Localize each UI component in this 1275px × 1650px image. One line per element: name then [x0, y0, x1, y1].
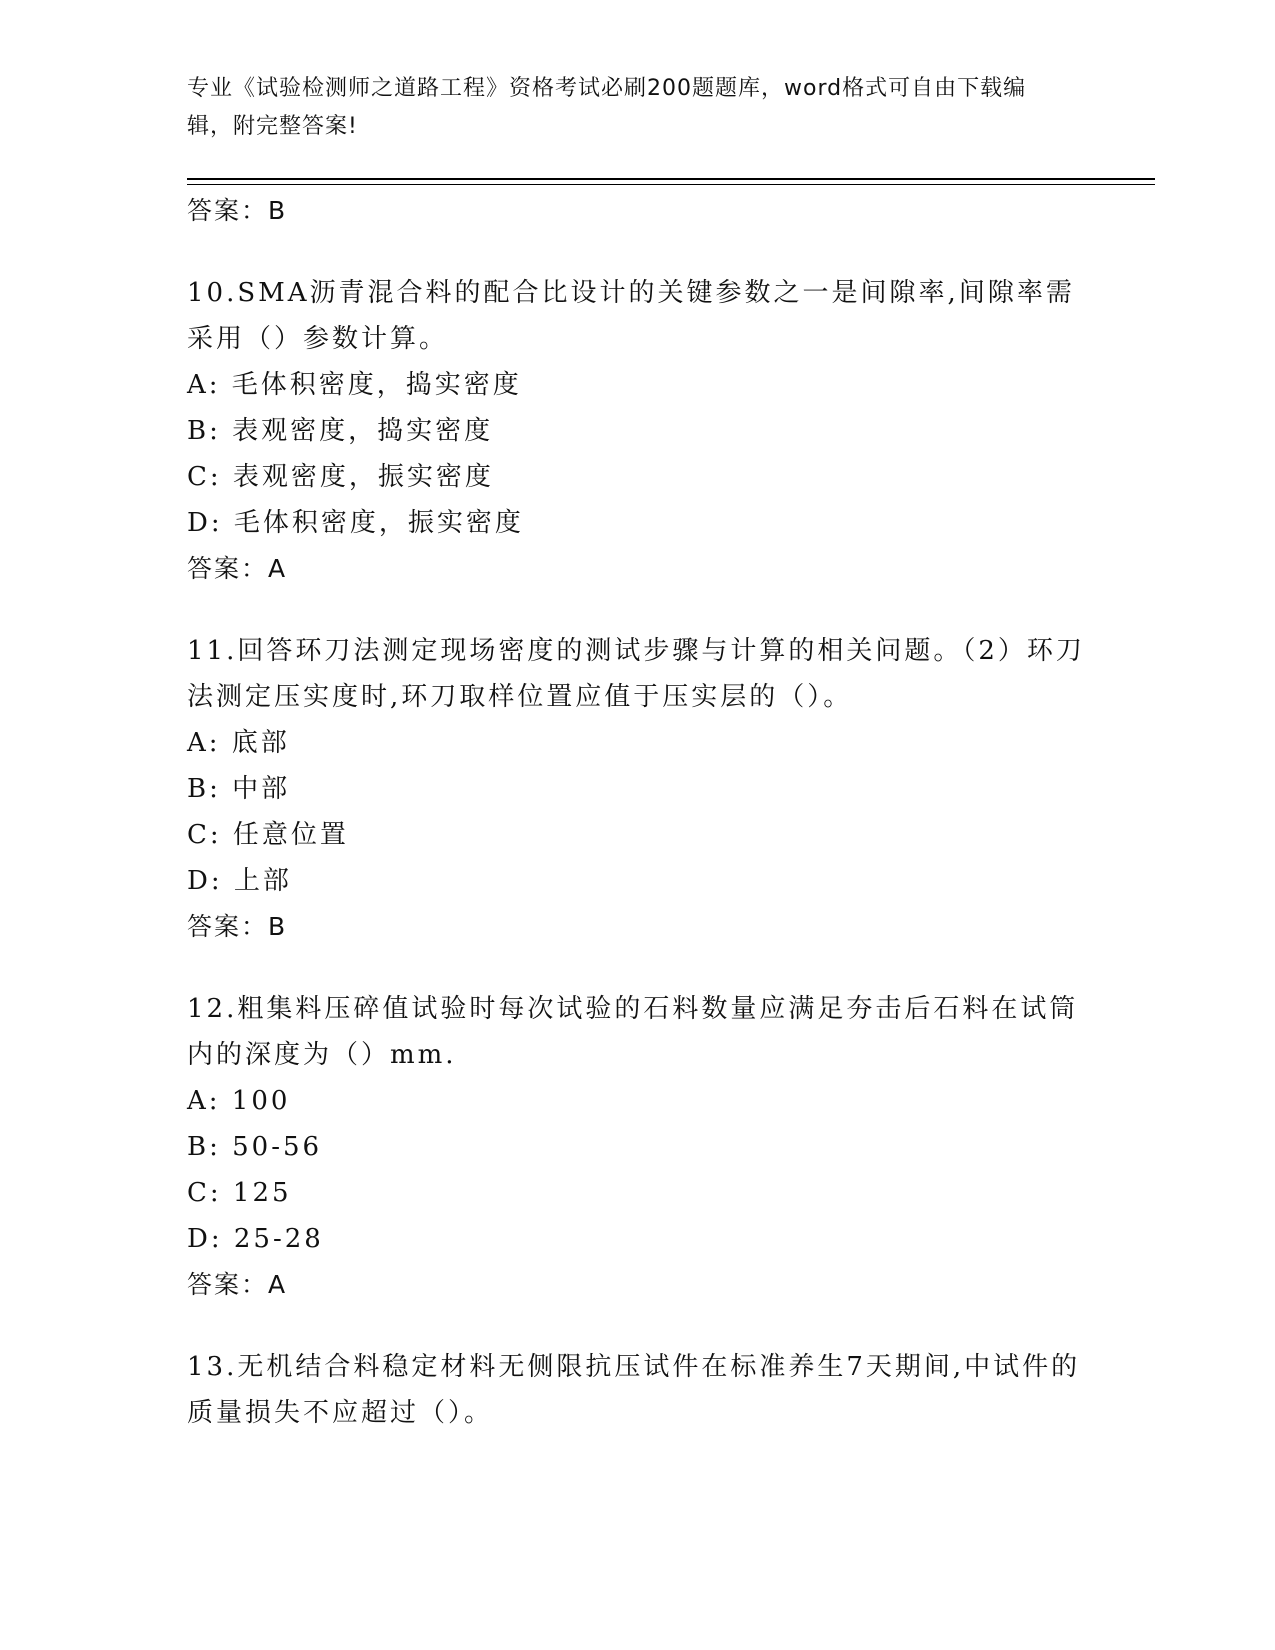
option-a: A: 100	[187, 1086, 291, 1116]
option-b: B: 50-56	[187, 1132, 323, 1162]
option-d: D: 上部	[187, 866, 292, 896]
option-c: C: 表观密度，振实密度	[187, 462, 494, 492]
answer-line: 答案：A	[187, 1270, 288, 1299]
question-11	[187, 628, 1087, 950]
option-c: C: 125	[187, 1178, 292, 1208]
question-13	[187, 1344, 1087, 1436]
option-a: A: 毛体积密度，捣实密度	[187, 370, 522, 400]
answer-line: 答案：B	[187, 912, 288, 941]
answer-line: 答案：B	[187, 196, 288, 225]
question-10	[187, 270, 1087, 592]
page-header: 专业《试验检测师之道路工程》资格考试必刷200题题库，word格式可自由下载编辑，附完整答案!	[187, 76, 1027, 139]
option-b: B: 表观密度，捣实密度	[187, 416, 494, 446]
option-d: D: 毛体积密度，振实密度	[187, 508, 524, 538]
question-text: 11.回答环刀法测定现场密度的测试步骤与计算的相关问题。（2）环刀法测定压实度时,环刀取样位置应值于压实层的（）。	[187, 636, 1085, 712]
question-text: 12.粗集料压碎值试验时每次试验的石料数量应满足夯击后石料在试筒内的深度为（）mm.	[187, 994, 1079, 1070]
option-a: A: 底部	[187, 728, 290, 758]
header-divider-thick	[187, 178, 1155, 180]
option-b: B: 中部	[187, 774, 291, 804]
content-area	[187, 188, 1087, 1436]
answer-line: 答案：A	[187, 554, 288, 583]
question-text: 13.无机结合料稳定材料无侧限抗压试件在标准养生7天期间,中试件的质量损失不应超过（）。	[187, 1352, 1081, 1428]
header-divider-thin	[187, 184, 1155, 185]
question-12	[187, 986, 1087, 1308]
question-text: 10.SMA沥青混合料的配合比设计的关键参数之一是间隙率,间隙率需采用（）参数计算。	[187, 278, 1075, 354]
option-c: C: 任意位置	[187, 820, 349, 850]
option-d: D: 25-28	[187, 1224, 324, 1254]
